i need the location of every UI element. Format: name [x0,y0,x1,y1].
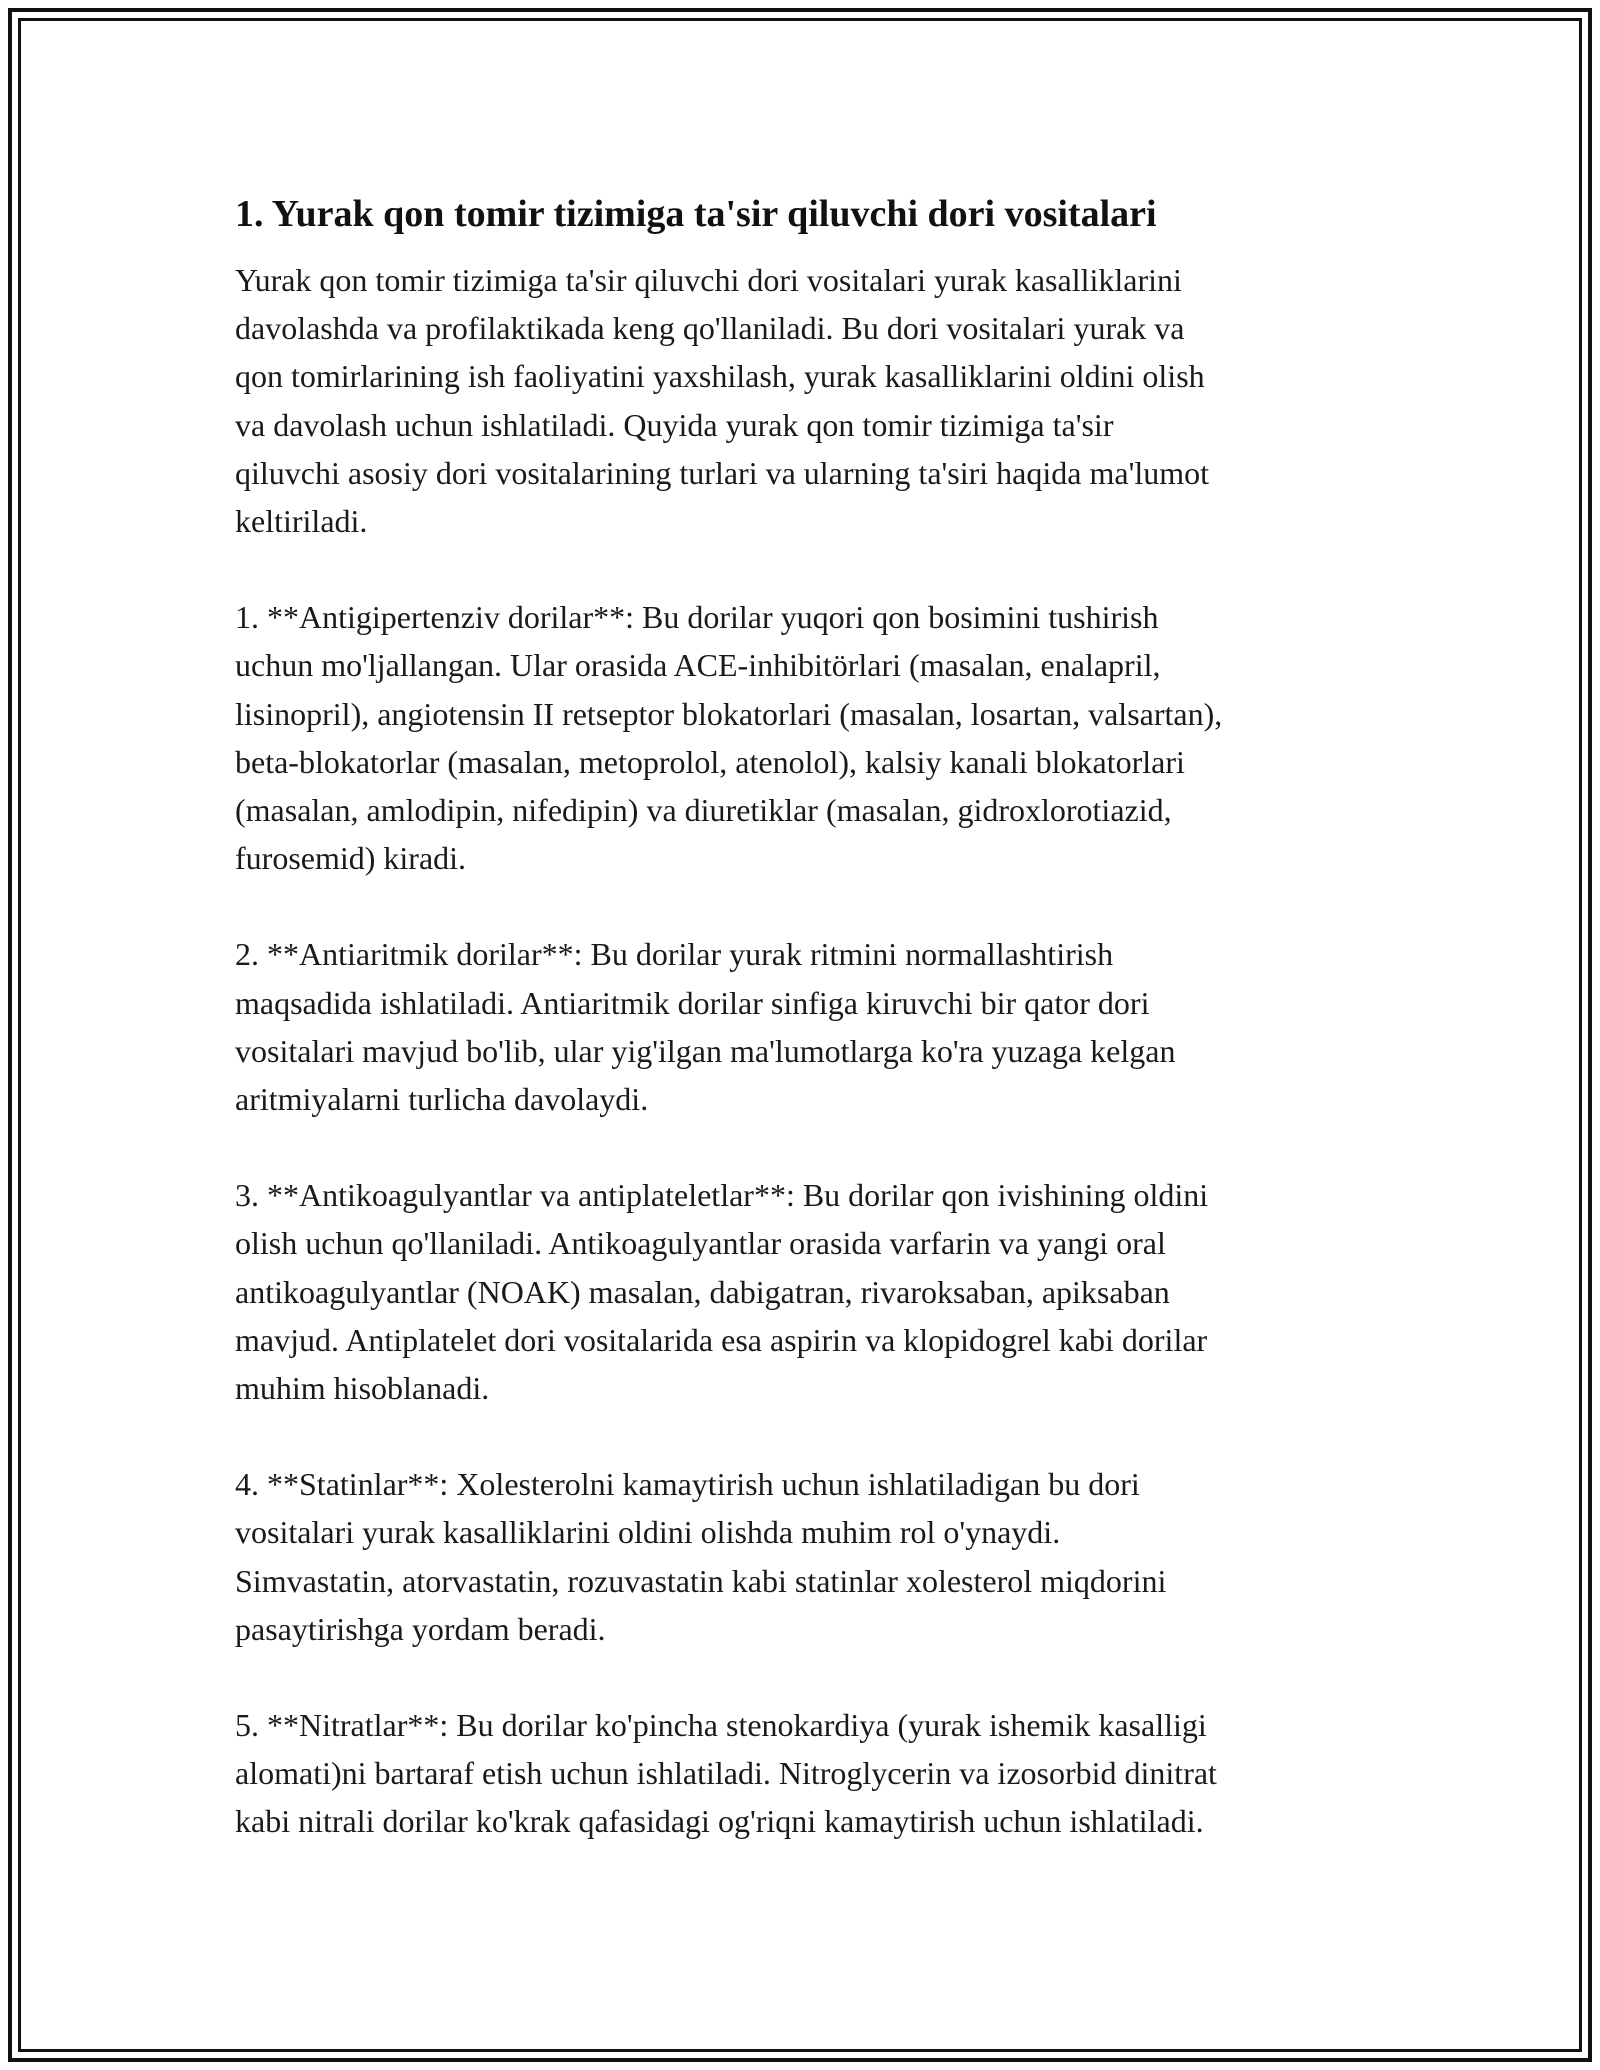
text-line: lisinopril), angiotensin II retseptor blokatorlari (masalan, losartan, valsartan), [235,695,1223,732]
text-line: keltiriladi. [235,503,368,540]
text-line: Simvastatin, atorvastatin, rozuvastatin kabi statinlar xolesterol miqdorini [235,1562,1167,1599]
list-item-paragraph [235,1701,1385,1846]
text-line: 4. **Statinlar**: Xolesterolni kamaytirish uchun ishlatiladigan bu dori [235,1466,1140,1503]
text-line: pasaytirishga yordam beradi. [235,1610,606,1647]
text-line: muhim hisoblanadi. [235,1370,490,1407]
text-line: aritmiyalarni turlicha davolaydi. [235,1081,649,1118]
text-line: qon tomirlarining ish faoliyatini yaxshilash, yurak kasalliklarini oldini olish [235,358,1205,395]
text-line: beta-blokatorlar (masalan, metoprolol, atenolol), kalsiy kanali blokatorlari [235,743,1185,780]
text-line: 1. **Antigipertenziv dorilar**: Bu dorilar yuqori qon bosimini tushirish [235,599,1159,636]
document-body [235,188,1385,1894]
list-item-paragraph [235,1171,1385,1412]
text-line: mavjud. Antiplatelet dori vositalarida esa aspirin va klopidogrel kabi dorilar [235,1321,1208,1358]
text-line: furosemid) kiradi. [235,840,467,877]
text-line: 2. **Antiaritmik dorilar**: Bu dorilar yurak ritmini normallashtirish [235,936,1114,973]
text-line: antikoagulyantlar (NOAK) masalan, dabigatran, rivaroksaban, apiksaban [235,1273,1170,1310]
text-line: 3. **Antikoagulyantlar va antiplateletlar**: Bu dorilar qon ivishining oldini [235,1177,1209,1214]
text-line: olish uchun qo'llaniladi. Antikoagulyantlar orasida varfarin va yangi oral [235,1225,1166,1262]
text-line: 5. **Nitratlar**: Bu dorilar ko'pincha stenokardiya (yurak ishemik kasalligi [235,1707,1207,1744]
paragraph-list [235,256,1385,1846]
text-line: (masalan, amlodipin, nifedipin) va diuretiklar (masalan, gidroxlorotiazid, [235,792,1172,829]
text-line: vositalari mavjud bo'lib, ular yig'ilgan ma'lumotlarga ko'ra yuzaga kelgan [235,1032,1176,1069]
intro-paragraph [235,256,1385,545]
text-line: davolashda va profilaktikada keng qo'llaniladi. Bu dori vositalari yurak va [235,310,1185,347]
document-title: 1. Yurak qon tomir tizimiga ta'sir qiluvchi dori vositalari [235,193,1157,235]
text-line: va davolash uchun ishlatiladi. Quyida yurak qon tomir tizimiga ta'sir [235,406,1114,443]
text-line: Yurak qon tomir tizimiga ta'sir qiluvchi dori vositalari yurak kasalliklarini [235,262,1182,298]
text-line: qiluvchi asosiy dori vositalarining turlari va ularning ta'siri haqida ma'lumot [235,454,1209,491]
list-item-paragraph [235,593,1385,882]
text-line: uchun mo'ljallangan. Ular orasida ACE-inhibitörlari (masalan, enalapril, [235,647,1161,684]
text-line: maqsadida ishlatiladi. Antiaritmik dorilar sinfiga kiruvchi bir qator dori [235,984,1150,1021]
text-line: vositalari yurak kasalliklarini oldini olishda muhim rol o'ynaydi. [235,1514,1061,1551]
text-line: kabi nitrali dorilar ko'krak qafasidagi og'riqni kamaytirish uchun ishlatiladi. [235,1803,1204,1840]
text-line: alomati)ni bartaraf etish uchun ishlatiladi. Nitroglycerin va izosorbid dinitrat [235,1755,1217,1792]
list-item-paragraph [235,930,1385,1123]
list-item-paragraph [235,1460,1385,1653]
